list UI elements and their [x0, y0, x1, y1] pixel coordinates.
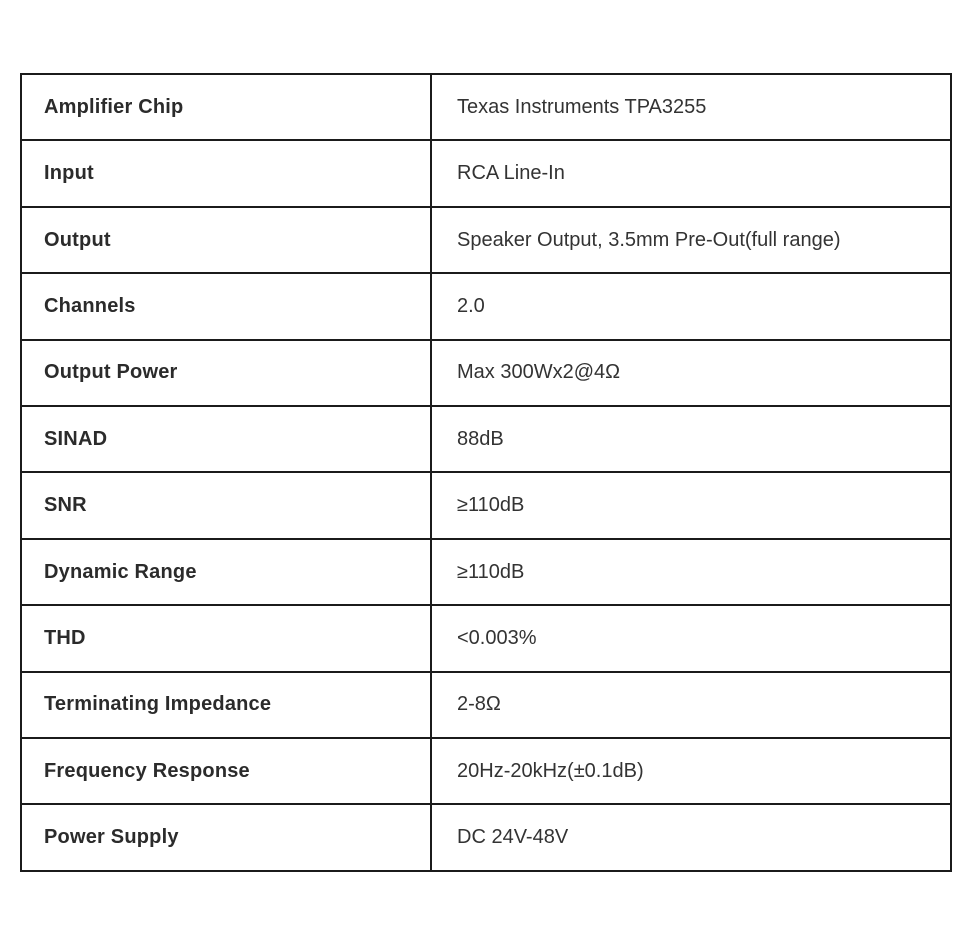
table-row: [21, 340, 951, 406]
spec-value-cell: DC 24V-48V: [431, 804, 951, 871]
spec-value-cell: Texas Instruments TPA3255: [431, 74, 951, 140]
spec-table: [20, 73, 952, 872]
spec-label-cell: Terminating Impedance: [21, 672, 431, 738]
table-row: [21, 406, 951, 472]
spec-label-cell: Frequency Response: [21, 738, 431, 804]
spec-label-cell: SNR: [21, 472, 431, 538]
spec-value-cell: Max 300Wx2@4Ω: [431, 340, 951, 406]
table-row: [21, 207, 951, 273]
table-row: [21, 539, 951, 605]
spec-label-cell: Output Power: [21, 340, 431, 406]
spec-table-body: [21, 74, 951, 871]
spec-value-cell: ≥110dB: [431, 539, 951, 605]
table-row: [21, 738, 951, 804]
spec-label-cell: SINAD: [21, 406, 431, 472]
spec-label-cell: Dynamic Range: [21, 539, 431, 605]
table-row: [21, 273, 951, 339]
table-row: [21, 74, 951, 140]
table-row: [21, 605, 951, 671]
spec-value-cell: ≥110dB: [431, 472, 951, 538]
spec-label-cell: Power Supply: [21, 804, 431, 871]
spec-value-cell: 2-8Ω: [431, 672, 951, 738]
table-row: [21, 140, 951, 206]
spec-value-cell: 20Hz-20kHz(±0.1dB): [431, 738, 951, 804]
table-row: [21, 672, 951, 738]
spec-value-cell: Speaker Output, 3.5mm Pre-Out(full range): [431, 207, 951, 273]
spec-label-cell: THD: [21, 605, 431, 671]
spec-value-cell: 88dB: [431, 406, 951, 472]
table-row: [21, 472, 951, 538]
spec-label-cell: Channels: [21, 273, 431, 339]
spec-value-cell: RCA Line-In: [431, 140, 951, 206]
spec-label-cell: Input: [21, 140, 431, 206]
spec-label-cell: Amplifier Chip: [21, 74, 431, 140]
table-row: [21, 804, 951, 871]
spec-value-cell: <0.003%: [431, 605, 951, 671]
spec-label-cell: Output: [21, 207, 431, 273]
spec-value-cell: 2.0: [431, 273, 951, 339]
